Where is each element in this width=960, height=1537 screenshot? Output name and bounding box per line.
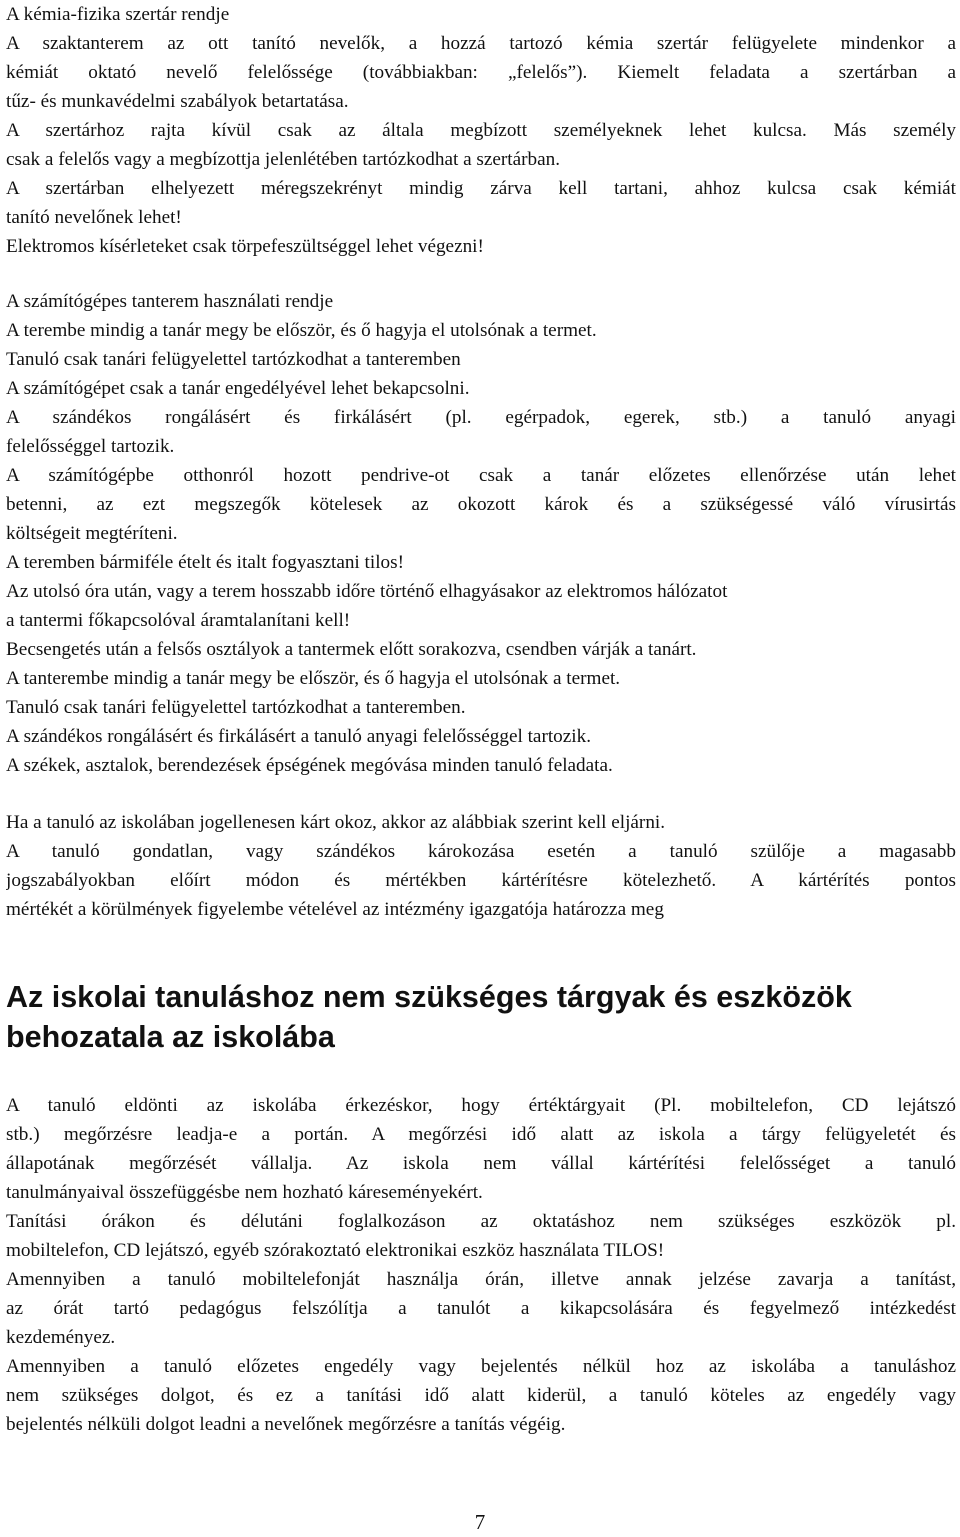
paragraph-line: A tanterembe mindig a tanár megy be először, és ő hagyja el utolsónak a termet. (6, 668, 621, 689)
document-page (6, 0, 956, 1537)
paragraph-line: tanító nevelőnek lehet! (6, 207, 182, 228)
section-valuables (6, 1091, 956, 1439)
paragraph-line: költségeit megtéríteni. (6, 523, 178, 544)
section-heading (6, 977, 956, 1057)
paragraph-line: A terembe mindig a tanár megy be először, és ő hagyja el utolsónak a termet. (6, 320, 597, 341)
paragraph-line: Ha a tanuló az iskolában jogellenesen kárt okoz, akkor az alábbiak szerint kell eljárni. (6, 812, 666, 833)
paragraph-line: Amennyiben a tanuló előzetes engedély vagy bejelentés nélkül hoz az iskolába a tanuláshoz (6, 1356, 956, 1377)
paragraph-line: mértékét a körülmények figyelembe vételével az intézmény igazgatója határozza meg (6, 899, 664, 920)
paragraph-line: A számítógépbe otthonról hozott pendrive-ot csak a tanár előzetes ellenőrzése után lehet (6, 465, 956, 486)
heading-line: Az iskolai tanuláshoz nem szükséges tárgyak és eszközök (6, 980, 852, 1014)
paragraph-line: A székek, asztalok, berendezések épségének megóvása minden tanuló feladata. (6, 755, 613, 776)
paragraph-line: Tanítási órákon és délutáni foglalkozáson az oktatáshoz nem szükséges eszközök pl. (6, 1211, 956, 1232)
paragraph-line: A tanuló gondatlan, vagy szándékos károkozása esetén a tanuló szülője a magasabb (6, 841, 956, 862)
page-number: 7 (474, 1510, 486, 1534)
paragraph-line: Elektromos kísérleteket csak törpefeszültséggel lehet végezni! (6, 236, 484, 257)
paragraph-line: felelősséggel tartozik. (6, 436, 175, 457)
paragraph-line: A szándékos rongálásért és firkálásért (pl. egérpadok, egerek, stb.) a tanuló anyagi (6, 407, 956, 428)
paragraph-line: tűz- és munkavédelmi szabályok betartatása. (6, 91, 349, 112)
section-computer-room (6, 287, 956, 780)
paragraph-line: A számítógépet csak a tanár engedélyével lehet bekapcsolni. (6, 378, 470, 399)
paragraph-line: mobiltelefon, CD lejátszó, egyéb szórakoztató elektronikai eszköz használata TILOS! (6, 1240, 665, 1261)
paragraph-line: tanulmányaival összefüggésbe nem hozható káreseményekért. (6, 1182, 483, 1203)
paragraph-line: betenni, az ezt megszegők kötelesek az okozott károk és a szükségessé váló vírusirtás (6, 494, 956, 515)
paragraph-line: Tanuló csak tanári felügyelettel tartózkodhat a tanteremben. (6, 697, 466, 718)
paragraph-line: A szertárban elhelyezett méregszekrényt mindig zárva kell tartani, ahhoz kulcsa csak kémiát (6, 178, 956, 199)
paragraph-line: az órát tartó pedagógus felszólítja a tanulót a kikapcsolására és fegyelmező intézkedést (6, 1298, 956, 1319)
paragraph-line: bejelentés nélküli dolgot leadni a nevelőnek megőrzésre a tanítás végéig. (6, 1414, 566, 1435)
paragraph-line: nem szükséges dolgot, és ez a tanítási idő alatt kiderül, a tanuló köteles az engedély vagy (6, 1385, 956, 1406)
paragraph-line: kezdeményez. (6, 1327, 116, 1348)
paragraph-line: Amennyiben a tanuló mobiltelefonját használja órán, illetve annak jelzése zavarja a tanítást, (6, 1269, 956, 1290)
paragraph-line: A tanuló eldönti az iskolába érkezéskor, hogy értéktárgyait (Pl. mobiltelefon, CD lejátszó (6, 1095, 956, 1116)
section-title: A kémia-fizika szertár rendje (6, 4, 230, 25)
paragraph-line: Az utolsó óra után, vagy a terem hosszabb időre történő elhagyásakor az elektromos hálózatot (6, 581, 728, 602)
paragraph-line: A szertárhoz rajta kívül csak az általa megbízott személyeknek lehet kulcsa. Más személy (6, 120, 956, 141)
paragraph-line: állapotának megőrzését vállalja. Az iskola nem vállal kártérítési felelősséget a tanuló (6, 1153, 956, 1174)
paragraph-line: csak a felelős vagy a megbízottja jelenlétében tartózkodhat a szertárban. (6, 149, 561, 170)
paragraph-line: jogszabályokban előírt módon és mértékben kártérítésre kötelezhető. A kártérítés pontos (6, 870, 956, 891)
section-title: A számítógépes tanterem használati rendje (6, 291, 334, 312)
section-damages (6, 808, 956, 924)
paragraph-line: A szándékos rongálásért és firkálásért a tanuló anyagi felelősséggel tartozik. (6, 726, 592, 747)
paragraph-line: kémiát oktató nevelő felelőssége (továbbiakban: „felelős”). Kiemelt feladata a szertárban a (6, 62, 956, 83)
paragraph-line: A szaktanterem az ott tanító nevelők, a hozzá tartozó kémia szertár felügyelete mindenkor a (6, 33, 956, 54)
paragraph-line: Tanuló csak tanári felügyelettel tartózkodhat a tanteremben (6, 349, 461, 370)
paragraph-line: A teremben bármiféle ételt és italt fogyasztani tilos! (6, 552, 404, 573)
paragraph-line: Becsengetés után a felsős osztályok a tantermek előtt sorakozva, csendben várják a tanárt. (6, 639, 697, 660)
paragraph-line: stb.) megőrzésre leadja-e a portán. A megőrzési idő alatt az iskola a tárgy felügyeletét és (6, 1124, 956, 1145)
section-chemistry-storeroom (6, 0, 956, 261)
heading-line: behozatala az iskolába (6, 1020, 335, 1054)
paragraph-line: a tantermi főkapcsolóval áramtalanítani kell! (6, 610, 351, 631)
